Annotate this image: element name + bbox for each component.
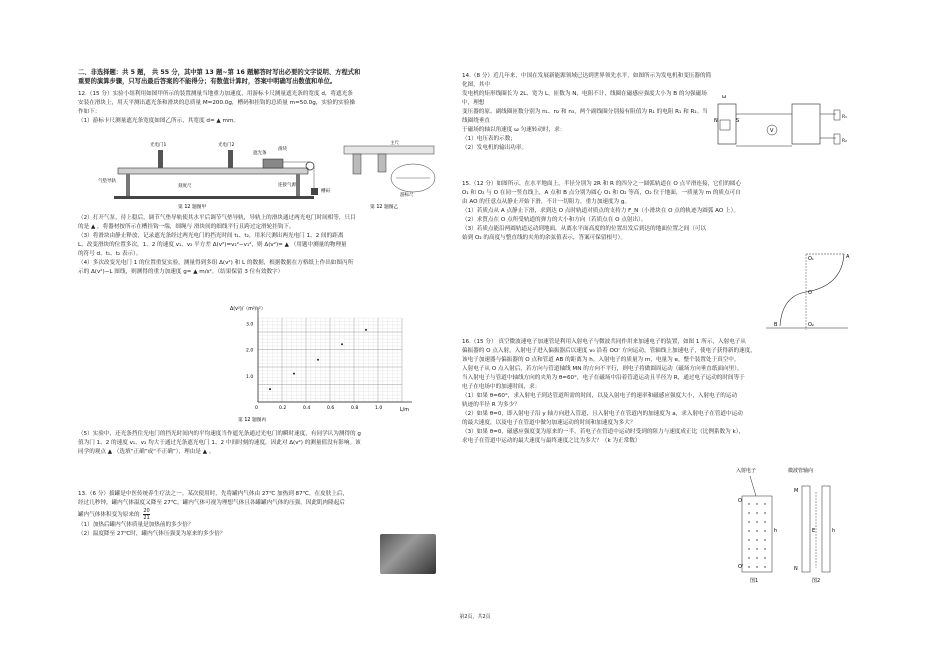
label-v: V bbox=[770, 128, 774, 134]
q12-step2: （2）打开气泵，待上稳后，调节气垫导轨使其水平后调节气垫导轨，导轨上的滑块通过两光电门时间相等，只目 bbox=[78, 215, 356, 221]
field-dot bbox=[756, 557, 757, 558]
q12-step5 bbox=[78, 430, 443, 457]
x-tick-label: 0.4 bbox=[303, 406, 311, 411]
label-o: O bbox=[808, 290, 812, 296]
field-dot bbox=[748, 530, 749, 531]
field-dot bbox=[748, 512, 749, 513]
caliper-jaw bbox=[378, 154, 386, 172]
q15-figure bbox=[762, 250, 852, 336]
caption-figure-bing: 第 12 题图丙 bbox=[238, 418, 267, 422]
label-photogate-2: 光电门2 bbox=[218, 143, 235, 148]
caption-figure-1: 图1 bbox=[750, 578, 759, 584]
label-weight: 槽码 bbox=[321, 189, 330, 194]
caption-figure-yi: 第 12 题图乙 bbox=[370, 205, 399, 210]
q15-ask2: （2）求質点在 O 点所受轨道的弹力的大小和方向（若质点在 O 点射出）。 bbox=[462, 217, 647, 223]
q16-ask3: 求电子在管道中运动的最大速度与最终速度之比为多大？（k 为正常数） bbox=[462, 438, 641, 444]
q12-step3: L，改变滑块的位置多次，1、2 的速度 v₁、v₂ 平方差 Δ(v²)=v₂²−v₁²，则 Δ(v²)= ▲ （用题中测量的物理量 bbox=[78, 242, 347, 248]
field-dot bbox=[756, 521, 757, 522]
page-footer: 第2页，共2页 bbox=[459, 614, 491, 620]
air-track bbox=[118, 168, 308, 174]
track-leg bbox=[296, 174, 300, 196]
field-dot bbox=[764, 557, 765, 558]
label-omega: ω bbox=[722, 94, 727, 100]
y-tick-label: 2.0 bbox=[246, 348, 254, 354]
exam-page bbox=[48, 54, 902, 634]
photogate-2 bbox=[228, 150, 233, 168]
label-h-2: h bbox=[832, 528, 836, 534]
field-dot bbox=[748, 548, 749, 549]
label-o2: O₂ bbox=[808, 322, 814, 328]
transformer-core bbox=[792, 104, 820, 144]
magnetic-field-dots bbox=[748, 503, 765, 567]
apparatus-figure bbox=[98, 141, 330, 199]
fraction-denominator: 21 bbox=[143, 515, 150, 521]
small-arc bbox=[780, 292, 806, 326]
caliper-main-scale bbox=[344, 146, 434, 154]
hook-weight bbox=[311, 188, 318, 195]
caption-figure-2: 图2 bbox=[812, 578, 821, 584]
label-main-scale: 主尺 bbox=[390, 141, 399, 146]
question-12 bbox=[78, 90, 443, 126]
q14-ask2: （2）发电机的输出功率。 bbox=[462, 145, 528, 151]
x-tick-label: 0.6 bbox=[327, 406, 335, 411]
field-region-1 bbox=[742, 496, 772, 572]
data-point bbox=[269, 388, 271, 390]
data-point bbox=[365, 329, 367, 331]
label-air-track: 气垫导轨 bbox=[98, 179, 116, 184]
label-photogate-1: 光电门1 bbox=[150, 143, 167, 148]
field-dot bbox=[756, 503, 757, 504]
field-dot bbox=[764, 548, 765, 549]
q13-ask1: （1）加热后罐内气体质量是加热前的多少倍？ bbox=[78, 522, 194, 528]
q15-line: 15.（12 分）如图所示，在水平地面上，半径分别为 2R 和 R 的四分之一圆弧轨道在 O 点平滑连接，它们的圆心 bbox=[462, 181, 742, 187]
fraction-numerator: 20 bbox=[143, 508, 150, 514]
magnet-pole bbox=[718, 104, 736, 144]
q13-line: 经过几秒钟，罐内气体温度又降至 27℃，罐内气体可视为理想气体且各罐罐内气体的压强，因此肌肉隆起后 bbox=[78, 500, 345, 506]
label-o1: O₁ bbox=[808, 256, 814, 262]
q16-ask3: （3）如果 θ=0，磁感应强度变为原来的一半，若电子在管道中运动时受到的阻力与速度成正比（比例系数为 k）， bbox=[462, 429, 745, 435]
q13-line: 13.（6 分）拔罐是中医传统养生疗法之一。某次使用时，先将罐内气体由 27℃ 加热到 87℃，在皮肤上后， bbox=[78, 491, 349, 497]
x-tick-label: 0 bbox=[255, 406, 258, 411]
chart-xlabel: L/m bbox=[400, 408, 409, 413]
q16-line: 当入射电子与管道中轴线方向的夹角为 θ=60°，电子在磁场中沿着管道运动且半径为 R，通过电子运动的时间等于 bbox=[462, 375, 745, 381]
label-h: h bbox=[774, 528, 778, 534]
label-r1: R₁ bbox=[842, 115, 847, 120]
label-a: A bbox=[846, 254, 850, 260]
label-o: O bbox=[738, 498, 742, 504]
q16-line: 入射电子从 O 点入射后，若方向与管道轴线 MN 的方向不平行，则电子将做圆周运动（磁场方向垂直纸面向里）， bbox=[462, 366, 743, 372]
question-14 bbox=[462, 72, 712, 153]
cupping-photo bbox=[380, 534, 436, 574]
label-n: N bbox=[714, 118, 718, 124]
resistor-r1 bbox=[834, 110, 840, 120]
rotating-coil bbox=[720, 120, 730, 130]
q14-line: 发电机的矩形线圈长为 2L、宽为 L，匝数为 N，电阻不计，线圈在磁感应强度大小为 B 的匀强磁场中，理想 bbox=[462, 91, 707, 106]
q14-line: 变压器的原、副线圈匝数分别为 n₁、n₂ 和 n₃，两个副线圈分别接有阻值为 R₁ 的电阻 R₁ 和 R₂。当线圈绕垂直 bbox=[462, 109, 708, 124]
field-dot bbox=[764, 539, 765, 540]
q12-step2: 的是 ▲ ，将器材按所示在槽挂钩一端，细绳与 滑块间的细线平行且跨过定滑轮挂钩下。 bbox=[78, 224, 295, 230]
field-dot bbox=[748, 521, 749, 522]
table-base bbox=[114, 196, 314, 199]
tube-plate bbox=[822, 486, 830, 572]
slider-block bbox=[263, 159, 283, 168]
field-dot bbox=[756, 548, 757, 549]
field-dot bbox=[764, 512, 765, 513]
q16-figure bbox=[732, 462, 852, 584]
field-dot bbox=[748, 557, 749, 558]
field-dot bbox=[756, 566, 757, 567]
y-tick-label: 1.0 bbox=[246, 374, 254, 380]
label-air-source: 连接气源 bbox=[278, 183, 296, 188]
q13-line-text: 罐内气体体积变为原来的 bbox=[78, 512, 140, 518]
q12-step3: 的符号 d、t₁、t₂ 表示）。 bbox=[78, 251, 142, 257]
label-o-prime: O' bbox=[738, 564, 744, 570]
resistor-r2 bbox=[834, 134, 840, 144]
q16-line: 偏振器的 O 点入射，入射电子进入偏振器后以速度 v₀ 沿着 OO' 方向运动，管轴线上加速电子，使电子获得新的速度， bbox=[462, 348, 756, 354]
q14-figure bbox=[712, 90, 852, 162]
x-tick-label: 1.0 bbox=[375, 406, 383, 411]
tube-plate bbox=[802, 486, 810, 572]
q15-ask1: （1）若质点从 A 点静止下滑，求到达 O 点时轨道对质点的支持力 F_N（小滑块在 O 点的轨迹为圆弧 AO 上）。 bbox=[462, 208, 740, 214]
label-incident-electron: 入射电子 bbox=[736, 468, 757, 474]
q16-ask1: （1）如果 θ=60°，求入射电子到达管道所需的时间，以及入射电子的速率和磁感应强度大小，入射电子的运动 bbox=[462, 393, 738, 399]
q14-ask1: （1）电压表的示数； bbox=[462, 136, 516, 142]
field-dot bbox=[748, 566, 749, 567]
q15-line: O₁ 和 O₂ 与 O 在同一竖直线上，A 点和 B 点分别为圆心 O₁ 和 O₂ 等高，O₂ 位于地面，一质量为 m 的质点可自 bbox=[462, 190, 741, 196]
q16-ask1: 轨迹的半径 R 为多少？ bbox=[462, 402, 520, 408]
q15-ask3: 始到 O₂ 的高度与整直线的夹角的余弦值表示，答案可保留根号）。 bbox=[462, 235, 627, 241]
label-tube-axis: 微波管轴向 bbox=[788, 468, 814, 474]
pulley bbox=[306, 162, 314, 170]
q14-line: 14.（8 分）近几年来，中国在发展新能源领域已达到世界领先水平，如图所示为发电机和变压器的简化图，其中 bbox=[462, 73, 712, 88]
section-title: 二、非选择题：共 5 题， 共 55 分，其中第 13 题~第 16 题解答时写出必要的文字说明、方程式和 bbox=[78, 69, 361, 76]
caption-figure-jia: 第 12 题图甲 bbox=[178, 205, 207, 210]
chart-grid bbox=[258, 318, 402, 402]
q12-step5-line: （5）实验中，还光条挡住光电门的挡光时间内的平均速度当作遮光条通过光电门的瞬时速度，有同学认为测得的 g bbox=[78, 431, 361, 437]
right-column bbox=[462, 54, 852, 634]
x-tick-label: 0.8 bbox=[351, 406, 359, 411]
field-dot bbox=[748, 503, 749, 504]
q16-line: 该电子加速器与偏振器的 O 点和管道 AB 的距离为 h。入射电子的质量为 m，电量为 e，整个装置处于真空中。 bbox=[462, 357, 740, 363]
label-e: E bbox=[812, 528, 816, 534]
left-column bbox=[78, 54, 443, 634]
caliper-jaw bbox=[353, 154, 361, 174]
field-dot bbox=[764, 521, 765, 522]
q14-line: 于磁场的轴以角速度 ω 匀速转动时，求： bbox=[462, 127, 566, 133]
q12-step4: 示的 Δ(v²)−L 图线，则测得的重力加速度 g= ▲ m/s²。（结果保留 3 位有效数字） bbox=[78, 269, 284, 275]
q12-step3: （3）将滑块由静止释放，记录遮光条经过两光电门的挡光时间 t₁、t₂，用米尺测出两光电门 1、2 间的距离 bbox=[78, 233, 344, 239]
q12-step5-line: 值为门 1、2 的速度 v₁、v₂ 均大于通过光条遮光电门 1、2 中间时刻的速度，因此对 Δ(v²) 的测量值没有影响。该 bbox=[78, 440, 361, 446]
q12-step4: （4）多次改变光电门 1 的位置重复实验，测量得到多组 Δ(v²) 和 L 的数据，根据数据在方格纸上作出如图丙所 bbox=[78, 260, 354, 266]
label-slider: 滑块 bbox=[278, 147, 287, 152]
y-tick-label: 3.0 bbox=[246, 322, 254, 328]
q12-chart bbox=[78, 280, 443, 422]
chart-ylabel: Δ(v²)/（m²/s²） bbox=[230, 307, 266, 312]
field-dot bbox=[764, 566, 765, 567]
q16-line: 16.（15 分） 真空微波速电子加速管是利用入射电子与微波共同作用来加速电子的装置，如图 1 所示，入射电子从 bbox=[462, 339, 746, 345]
field-dot bbox=[756, 530, 757, 531]
photogate-1 bbox=[158, 150, 163, 168]
question-15 bbox=[462, 180, 852, 243]
field-dot bbox=[764, 530, 765, 531]
data-point bbox=[293, 373, 295, 375]
field-dot bbox=[756, 512, 757, 513]
q12-step5-line: 同学的观点 ▲ （选填“正确”或“不正确”），理由是 ▲ 。 bbox=[78, 449, 215, 455]
label-r2: R₂ bbox=[842, 139, 847, 144]
label-ruler: 刻度尺 bbox=[178, 184, 192, 189]
q12-line: 12.（15 分）实验小组利用如图甲所示的装置测量当地重力加速度，用游标卡尺测量遮光条的宽度 d，将遮光条 bbox=[78, 91, 353, 97]
q12-figure-apparatus bbox=[78, 130, 443, 210]
q16-ask2: （2）如果 θ=0，即入射电子沿 y 轴方向进入管道，且入射电子在管道内的加速度为 a，求入射电子在管道中运动 bbox=[462, 411, 743, 417]
q13-ask2: （2）温度降至 27℃时，罐内气体压强变为原来的多少倍？ bbox=[78, 531, 226, 537]
q13-fraction bbox=[143, 508, 149, 521]
q15-line: 由 AO 的任意点从静止开始下滑，不计一切阻力，重力加速度为 g。 bbox=[462, 199, 631, 205]
x-tick-label: 0.2 bbox=[279, 406, 287, 411]
label-n: N bbox=[794, 566, 798, 572]
q15-ask3: （3）若质点能沿两圆轨道运动到地面，从离水平面高度的的位置出发后到达的地面位置之间（可以 bbox=[462, 226, 707, 232]
q13-line bbox=[78, 508, 368, 521]
caliper-figure bbox=[344, 139, 435, 198]
track-leg bbox=[126, 174, 130, 196]
electron-arrow bbox=[750, 476, 756, 496]
label-s: S bbox=[736, 118, 740, 124]
question-13 bbox=[78, 490, 443, 539]
label-shade: 遮光条 bbox=[253, 151, 267, 156]
q12-step1: （1）游标卡尺测量遮光条宽度如图乙所示，其宽度 d= ▲ mm。 bbox=[78, 118, 239, 124]
q12-line: 作如下： bbox=[78, 109, 101, 115]
label-vernier: 游标尺 bbox=[400, 193, 414, 198]
q12-line: 安装在滑块上，用天平测出遮光条和滑块的总质量 M=200.0g，槽码和挂钩的总质量 m=50.0g，实验的实验操 bbox=[78, 100, 355, 106]
q16-line: 电子在电场中的加速时间，求： bbox=[462, 384, 541, 390]
section-title-2: 重要的演算步骤，只写出最后答案的不能得分；有数值计算时，答案中明确写出数值和单位。 bbox=[78, 78, 337, 85]
q12-steps bbox=[78, 214, 443, 277]
label-m: M bbox=[794, 488, 799, 494]
section-header bbox=[78, 68, 443, 86]
question-16 bbox=[462, 338, 852, 446]
q16-ask2: 的最大速度，以及电子在管道中做匀加速运动的时间和加速度为多大？ bbox=[462, 420, 636, 426]
label-b: B bbox=[774, 322, 778, 328]
data-point bbox=[317, 359, 319, 361]
field-dot bbox=[764, 503, 765, 504]
field-dot bbox=[756, 539, 757, 540]
data-point bbox=[341, 343, 343, 345]
field-dot bbox=[748, 539, 749, 540]
